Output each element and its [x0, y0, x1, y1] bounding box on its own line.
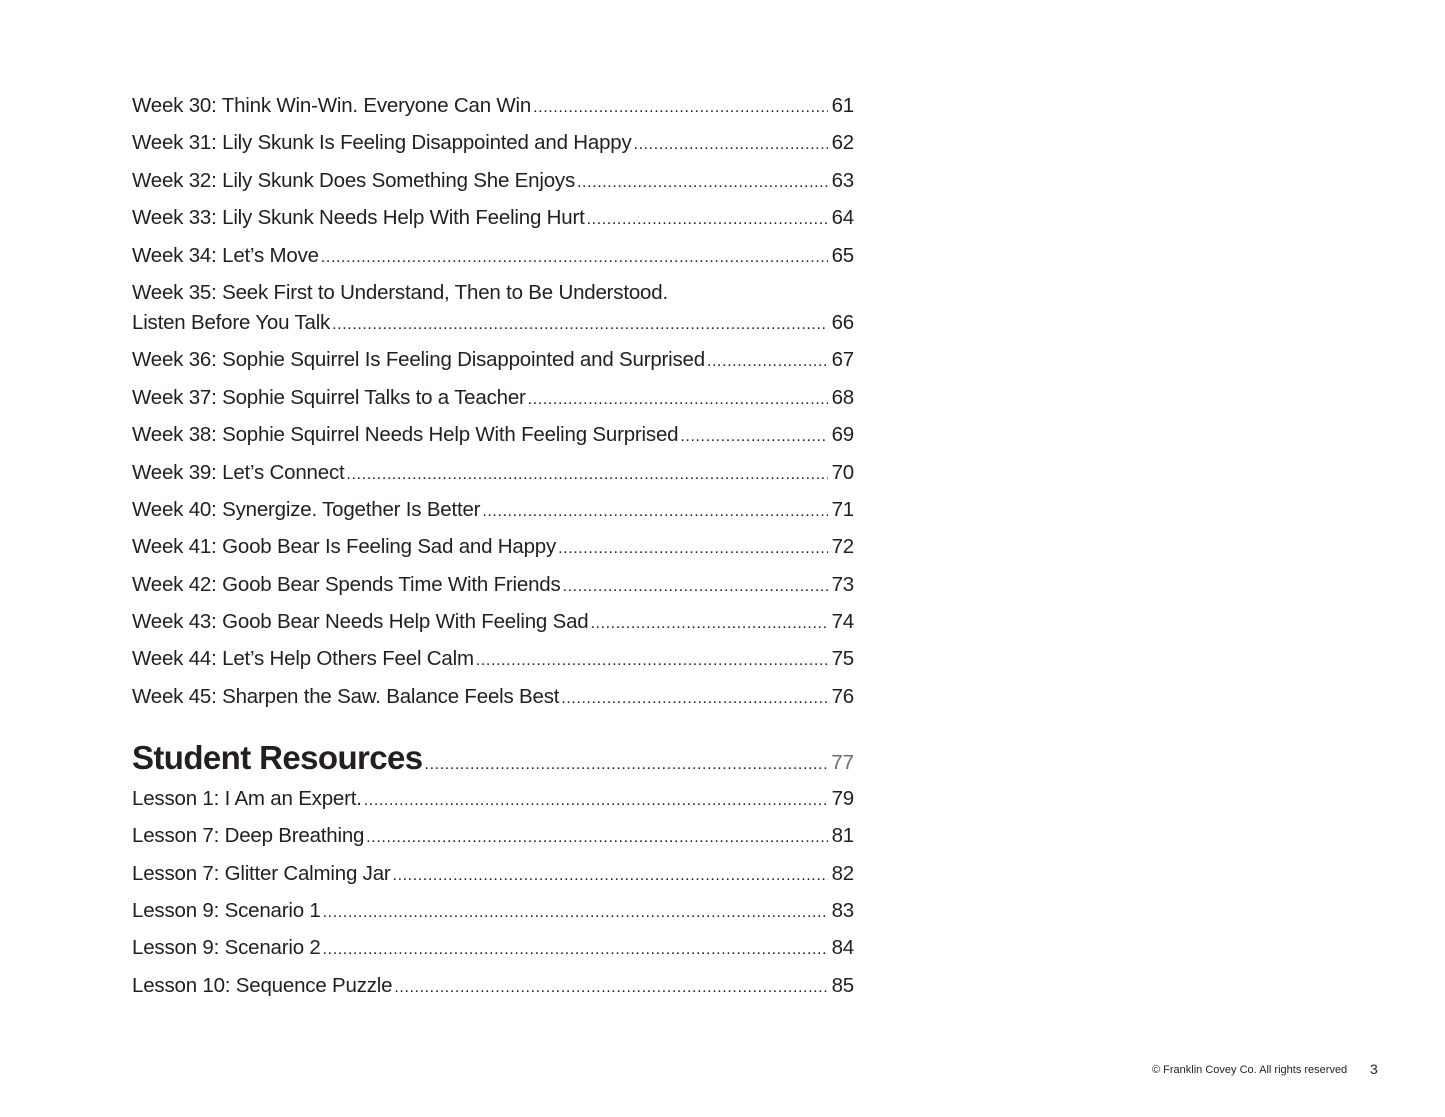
toc-entry-page: 68 [831, 385, 854, 409]
toc-entry[interactable] [132, 645, 854, 673]
toc-entry[interactable] [132, 934, 854, 962]
toc-entry[interactable] [132, 897, 854, 925]
toc-entry-page: 63 [831, 168, 854, 192]
toc-entry-page: 66 [831, 310, 854, 334]
toc-entry[interactable] [132, 346, 854, 374]
toc-entry-title: Week 39: Let’s Connect [132, 460, 345, 484]
toc-entry[interactable] [132, 167, 854, 195]
dot-leader [590, 608, 827, 638]
toc-entry-page: 70 [831, 460, 854, 484]
page-number: 3 [1370, 1061, 1378, 1077]
toc-entry-page: 84 [831, 936, 854, 960]
toc-section-heading[interactable] [132, 739, 854, 779]
toc-entry-title: Week 41: Goob Bear Is Feeling Sad and Happy [132, 535, 557, 559]
toc-entry[interactable] [132, 459, 854, 487]
toc-entry[interactable] [132, 683, 854, 711]
toc-entry-title: Week 36: Sophie Squirrel Is Feeling Disappointed and Surprised [132, 348, 705, 372]
toc-entry-title: Week 34: Let’s Move [132, 243, 319, 267]
toc-entry-title-line1: Week 35: Seek First to Understand, Then to Be Understood. [132, 280, 668, 304]
toc-entry-title: Week 45: Sharpen the Saw. Balance Feels Best [132, 684, 560, 708]
dot-leader [482, 496, 827, 526]
toc-entry-title: Week 33: Lily Skunk Needs Help With Feeling Hurt [132, 206, 585, 230]
toc-entry-page: 62 [831, 131, 854, 155]
toc-entry-page: 69 [831, 423, 854, 447]
dot-leader [680, 421, 827, 451]
toc-entry-title: Week 37: Sophie Squirrel Talks to a Teacher [132, 385, 526, 409]
toc-entry-page: 64 [831, 206, 854, 230]
toc-entry[interactable] [132, 204, 854, 232]
toc-entry-page: 71 [831, 497, 854, 521]
toc-entry-page: 65 [831, 243, 854, 267]
toc-entry-page: 61 [831, 94, 854, 117]
toc-entry[interactable] [132, 279, 854, 337]
toc-entry[interactable] [132, 860, 854, 888]
toc-entry[interactable] [132, 608, 854, 636]
toc-entry-page: 72 [831, 535, 854, 559]
toc-entry-title: Lesson 1: I Am an Expert. [132, 786, 362, 810]
toc-entry[interactable] [132, 972, 854, 1000]
toc-entry-page: 81 [831, 824, 854, 848]
toc-entry-page: 73 [831, 572, 854, 596]
dot-leader [563, 571, 828, 601]
dot-leader [561, 683, 827, 713]
toc-entry-title: Week 38: Sophie Squirrel Needs Help With Feeling Surprised [132, 423, 679, 447]
dot-leader [364, 785, 828, 815]
toc-entry-title: Week 44: Let’s Help Others Feel Calm [132, 647, 474, 671]
dot-leader [323, 934, 828, 964]
toc-entry-title: Week 42: Goob Bear Spends Time With Friends [132, 572, 561, 596]
toc-entry-title: Week 30: Think Win-Win. Everyone Can Win [132, 94, 532, 117]
toc-entry[interactable] [132, 129, 854, 157]
toc-entry-page: 76 [831, 684, 854, 708]
dot-leader [634, 129, 828, 159]
toc-entry-title: Week 32: Lily Skunk Does Something She Enjoys [132, 168, 576, 192]
toc-entry-page: 79 [831, 786, 854, 810]
dot-leader [332, 309, 827, 339]
toc-entry[interactable] [132, 785, 854, 813]
toc-entry[interactable] [132, 496, 854, 524]
toc-entry[interactable] [132, 421, 854, 449]
section-title: Student Resources [132, 738, 423, 776]
toc-entry-title: Week 31: Lily Skunk Is Feeling Disappointed and Happy [132, 131, 632, 155]
toc-entry[interactable] [132, 92, 854, 120]
toc-entry-title: Lesson 10: Sequence Puzzle [132, 973, 393, 997]
toc-entry-title: Lesson 7: Deep Breathing [132, 824, 365, 848]
toc-entry-page: 82 [831, 861, 854, 885]
dot-leader [321, 242, 828, 272]
toc-entry-title: Lesson 7: Glitter Calming Jar [132, 861, 391, 885]
toc-entry[interactable] [132, 533, 854, 561]
toc-entry-title: Week 40: Synergize. Together Is Better [132, 497, 481, 521]
dot-leader [347, 459, 828, 489]
dot-leader [587, 204, 828, 234]
dot-leader [528, 384, 828, 414]
toc-entry[interactable] [132, 242, 854, 270]
copyright-footer: © Franklin Covey Co. All rights reserved [1152, 1064, 1348, 1076]
dot-leader [393, 860, 828, 890]
toc-entry[interactable] [132, 384, 854, 412]
dot-leader [476, 645, 828, 675]
toc-entry[interactable] [132, 571, 854, 599]
dot-leader [577, 167, 828, 197]
toc-entry[interactable] [132, 822, 854, 850]
toc-entry-title: Lesson 9: Scenario 2 [132, 936, 321, 960]
toc-entry-page: 85 [831, 973, 854, 997]
dot-leader [707, 346, 828, 376]
toc-entry-title: Week 43: Goob Bear Needs Help With Feeling Sad [132, 610, 589, 634]
dot-leader [533, 92, 827, 122]
table-of-contents [132, 92, 854, 1009]
toc-entry-page: 67 [831, 348, 854, 372]
dot-leader [323, 897, 828, 927]
dot-leader [366, 822, 827, 852]
toc-entry-page: 83 [831, 899, 854, 923]
toc-entry-title: Lesson 9: Scenario 1 [132, 899, 321, 923]
dot-leader [425, 756, 828, 774]
section-page: 77 [831, 750, 854, 774]
toc-entry-title-line2: Listen Before You Talk [132, 310, 331, 334]
dot-leader [394, 972, 827, 1002]
dot-leader [558, 533, 828, 563]
toc-entry-page: 75 [831, 647, 854, 671]
toc-entry-page: 74 [831, 610, 854, 634]
